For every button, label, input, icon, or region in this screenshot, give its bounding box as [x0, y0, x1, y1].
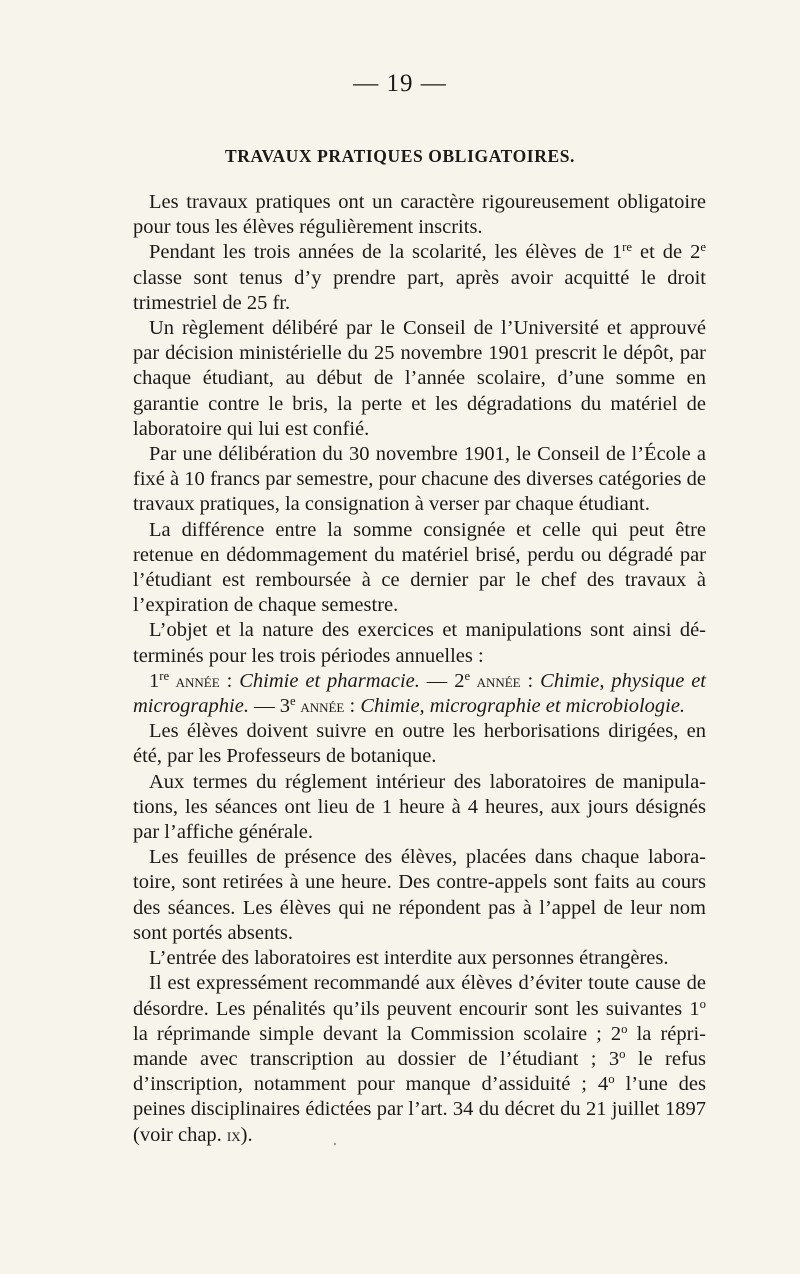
paragraph-12 — [133, 971, 706, 1147]
year-label: année — [169, 670, 220, 692]
text-run: et de 2 — [632, 241, 701, 264]
separator: : — [520, 669, 541, 692]
paragraph-9: Aux termes du réglement intérieur des laboratoires de manipulations, les séances ont lieu de 1 heure à 4 heures, aux jours désignés par l’affiche générale. — [133, 770, 706, 844]
paragraph-3: Un règlement délibéré par le Conseil de l’Université et approuvé par décision ministérielle du 25 novembre 1901 prescrit le dépôt, par chaque étudiant, au début de l’année scolaire, d’une somme en garantie contre le bris, la perte et les dégradations du matériel de laboratoire qui lui est confié. — [133, 317, 706, 440]
paragraph-11: L’entrée des laboratoires est interdite aux personnes étrangères. — [149, 947, 669, 970]
text-run: l’une des peines disciplinaires édictées par l’art. 34 du décret du 21 juillet 1897 (voir chap. — [133, 1073, 706, 1146]
superscript: o — [619, 1046, 626, 1061]
superscript: re — [159, 668, 170, 683]
page-number: — 19 — — [353, 70, 447, 97]
year-number: 3 — [279, 695, 290, 718]
year-subject: Chimie, micrographie et microbiologie. — [360, 695, 686, 718]
section-heading: TRAVAUX PRATIQUES OBLIGATOIRES. — [224, 146, 576, 166]
paragraph-4: Par une délibération du 30 novembre 1901, le Conseil de l’École a fixé à 10 francs par semestre, pour chacune des diverses catégories de travaux pratiques, la consignation à verser par chaque étudiant. — [133, 443, 706, 516]
text-run: Il est expressément recommandé aux élèves d’éviter toute cause de désordre. Les pénalités qu’ils peuvent encourir sont les suivantes — [133, 972, 706, 1020]
superscript: re — [622, 240, 633, 255]
ordinal-number: 1 — [689, 997, 700, 1020]
paragraph-2 — [133, 240, 706, 316]
year-subject: Chimie, physique et micrographie. — [133, 669, 707, 718]
separator: : — [344, 695, 361, 718]
text-run: classe sont tenus d’y prendre part, après avoir acquitté le droit trimestriel de 25 fr. — [133, 266, 706, 314]
separator: — — [419, 669, 455, 692]
paragraph-10: Les feuilles de présence des élèves, placées dans chaque laboratoire, sont retirées à une heure. Des contre-appels sont faits au cours des séances. Les élèves qui ne répondent pas à l’appel de leur nom sont portés absents. — [133, 846, 706, 944]
ordinal-number: 3 — [608, 1047, 620, 1070]
superscript: o — [621, 1021, 628, 1036]
superscript: e — [700, 240, 706, 255]
year-label: année — [295, 696, 345, 718]
superscript: e — [464, 668, 471, 683]
year-label: année — [470, 670, 521, 692]
text-run: ). — [240, 1123, 253, 1146]
paragraph-5: La différence entre la somme consignée et celle qui peut être retenue en dédommagement du matériel brisé, perdu ou dégradé par l’étudiant est remboursée à ce dernier par le chef des travaux à l’expiration de chaque semestre. — [133, 518, 706, 617]
separator: — — [248, 695, 280, 718]
ordinal-number: 2 — [610, 1022, 622, 1045]
paragraph-7-years — [133, 669, 706, 719]
paragraph-8: Les élèves doivent suivre en outre les herborisations dirigées, en été, par les Professeurs de botanique. — [133, 720, 706, 768]
year-subject: Chimie et pharmacie. — [239, 669, 420, 692]
chapter-reference: ix — [226, 1124, 241, 1146]
year-number: 1 — [149, 669, 160, 692]
ordinal-number: 4 — [597, 1073, 609, 1096]
paragraph-1: Les travaux pratiques ont un caractère rigoureusement obligatoire pour tous les élèves régulièrement inscrits. — [133, 191, 706, 239]
text-run: la réprimande avec transcription au dossier de l’étudiant ; — [133, 1022, 706, 1070]
year-number: 2 — [454, 669, 465, 692]
ink-speck — [334, 1143, 336, 1145]
superscript: o — [699, 996, 706, 1011]
text-run: la réprimande simple devant la Commission scolaire ; — [133, 1022, 611, 1045]
text-run: le refus d’inscription, notamment pour manque d’assiduité ; — [133, 1047, 706, 1096]
superscript: e — [289, 694, 296, 709]
body-text — [133, 190, 706, 1148]
superscript: o — [608, 1072, 615, 1087]
text-run: Pendant les trois années de la scolarité, les élèves de 1 — [149, 241, 623, 264]
separator: : — [219, 669, 240, 692]
paragraph-6: L’objet et la nature des exercices et manipulations sont ainsi déterminés pour les trois périodes annuelles : — [133, 619, 706, 667]
